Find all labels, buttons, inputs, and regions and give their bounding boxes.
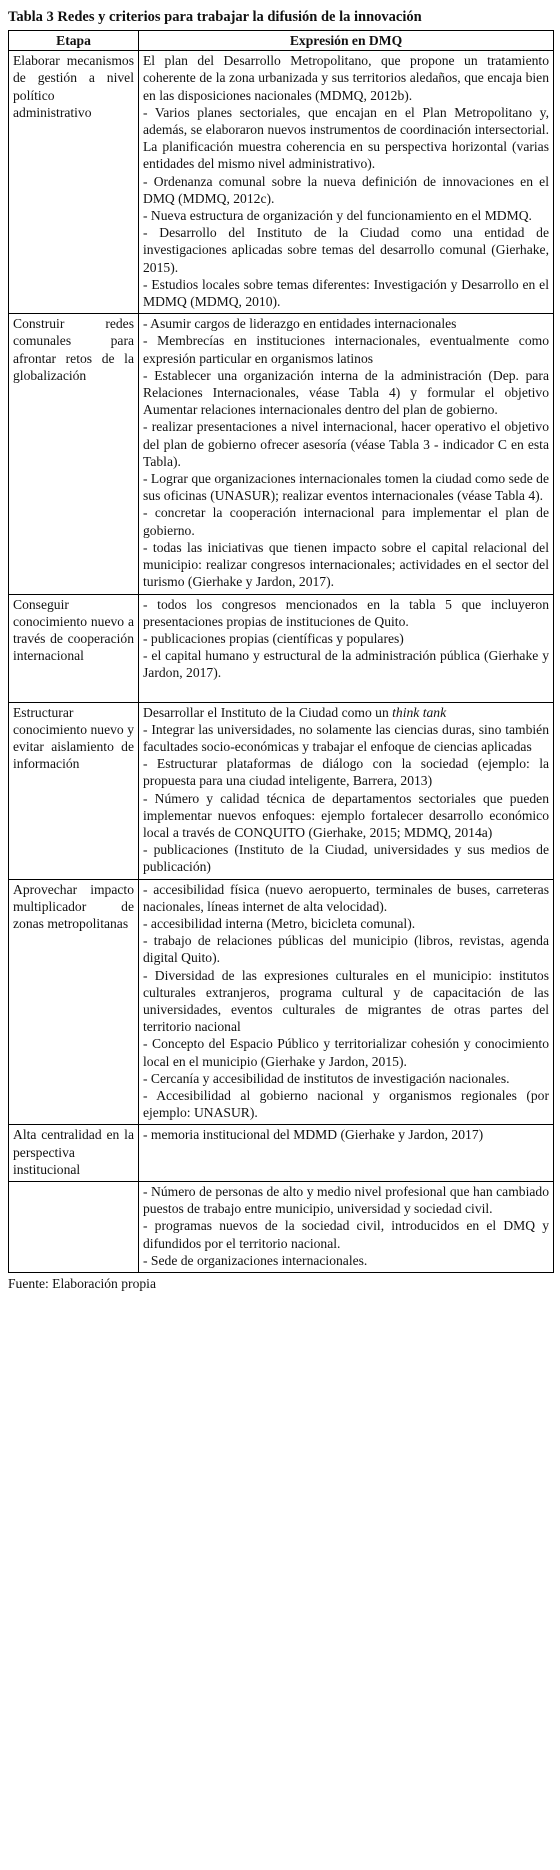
expression-line: - concretar la cooperación internacional para implementar el plan de gobierno. (143, 505, 549, 538)
expression-line: - Accesibilidad al gobierno nacional y organismos regionales (por ejemplo: UNASUR). (143, 1087, 549, 1121)
expression-line: - programas nuevos de la sociedad civil, introducidos en el DMQ y difundidos por el territorio nacional. (143, 1218, 549, 1251)
innovation-table (8, 30, 554, 1273)
stage-cell: Estructurar conocimiento nuevo y evitar aislamiento de información (9, 702, 139, 879)
table-row (9, 314, 554, 594)
expression-line: - Asumir cargos de liderazgo en entidades internacionales (143, 316, 457, 332)
intro-emphasis: think tank (392, 704, 447, 720)
expression-line: - Número y calidad técnica de departamentos sectoriales que pueden implementar nuevos enfoques: ejemplo fortalecer desarrollo económico local a través de CONQUITO (Gierhake, 2015; MDMQ, 2014a) (143, 790, 549, 840)
expression-line: - Estudios locales sobre temas diferentes: Investigación y Desarrollo en el MDMQ (MDMQ, 2010). (143, 276, 549, 310)
stage-cell: Construir redes comunales para afrontar retos de la globalización (9, 314, 139, 594)
expression-line: - Nueva estructura de organización y del funcionamiento en el MDMQ. (143, 208, 532, 224)
cell-spacer (143, 682, 549, 699)
expression-cell (139, 879, 554, 1125)
expression-line: - trabajo de relaciones públicas del municipio (libros, revistas, agenda digital Quito). (143, 933, 549, 966)
expression-line: - memoria institucional del MDMD (Gierhake y Jardon, 2017) (143, 1127, 484, 1143)
expression-line: - accesibilidad interna (Metro, bicicleta comunal). (143, 915, 416, 931)
expression-line: - Establecer una organización interna de la administración (Dep. para Relaciones Internacionales, véase Tabla 4) y formular el objetivo Aumentar relaciones internacionales dentro del plan de gobierno. (143, 367, 549, 418)
expression-line: - el capital humano y estructural de la administración pública (Gierhake y Jardon, 2017). (143, 648, 549, 681)
expression-cell (139, 1125, 554, 1182)
expression-line: - publicaciones (Instituto de la Ciudad, universidades y sus medios de publicación) (143, 842, 549, 875)
expression-cell (139, 314, 554, 594)
expression-line: El plan del Desarrollo Metropolitano, que propone un tratamiento coherente de la zona urbanizada y sus territorios aledaños, que encaja bien en las disposiciones nacionales (MDMQ, 2012b). (143, 53, 549, 103)
expression-line: - Número de personas de alto y medio nivel profesional que han cambiado puestos de trabajo entre municipio, universidad y sociedad civil. (143, 1184, 549, 1217)
expression-line: - Integrar las universidades, no solamente las ciencias duras, sino también facultades socio-económicas y trabajar el enfoque de ciencias aplicadas (143, 721, 549, 754)
expression-line: - Concepto del Espacio Público y territorializar cohesión y conocimiento local en el municipio (Gierhake y Jardon, 2015). (143, 1036, 549, 1069)
expression-line: - todas las iniciativas que tienen impacto sobre el capital relacional del municipio: realizar congresos internacionales; actividades en el sector del turismo (Gierhake y Jardon, 2017). (143, 539, 549, 590)
expression-cell (139, 594, 554, 702)
expression-cell (139, 1182, 554, 1273)
expression-line: - Lograr que organizaciones internacionales tomen la ciudad como sede de sus oficinas (UNASUR); realizar eventos internacionales (véase Tabla 4). (143, 471, 549, 504)
expression-line: - publicaciones propias (científicas y populares) (143, 630, 404, 646)
expression-line: - Ordenanza comunal sobre la nueva definición de innovaciones en el DMQ (MDMQ, 2012c). (143, 173, 549, 206)
expression-line: - Desarrollo del Instituto de la Ciudad como una entidad de investigaciones aplicadas sobre temas del desarrollo comunal (Gierhake, 2015). (143, 225, 549, 275)
table-row (9, 51, 554, 314)
expression-line: - Sede de organizaciones internacionales. (143, 1252, 368, 1268)
expression-line: - realizar presentaciones a nivel internacional, hacer operativo el objetivo del plan de gobierno ofrecer asesoría (véase Tabla 3 - indicador C en esta Tabla). (143, 419, 549, 469)
expression-cell (139, 702, 554, 879)
table-row (9, 879, 554, 1125)
stage-cell: Conseguir conocimiento nuevo a través de cooperación internacional (9, 594, 139, 702)
stage-cell: Aprovechar impacto multiplicador de zonas metropolitanas (9, 879, 139, 1125)
header-expresion: Expresión en DMQ (139, 31, 554, 51)
stage-cell: Alta centralidad en la perspectiva institucional (9, 1125, 139, 1182)
stage-cell (9, 1182, 139, 1273)
expression-cell (139, 51, 554, 314)
expression-line: - todos los congresos mencionados en la tabla 5 que incluyeron presentaciones propias de instituciones de Quito. (143, 596, 549, 629)
table-header-row (9, 31, 554, 51)
source-note: Fuente: Elaboración propia (8, 1276, 156, 1292)
expression-line: - Cercanía y accesibilidad de institutos de investigación nacionales. (143, 1070, 510, 1086)
expression-line: - Membrecías en instituciones internacionales, eventualmente como expresión particular en organismos latinos (143, 333, 549, 366)
expression-line: - accesibilidad física (nuevo aeropuerto, terminales de buses, carreteras nacionales, líneas internet de alta velocidad). (143, 881, 549, 914)
stage-cell: Elaborar mecanismos de gestión a nivel político administrativo (9, 51, 139, 314)
table-caption: Tabla 3 Redes y criterios para trabajar la difusión de la innovación (8, 9, 422, 25)
expression-line: - Diversidad de las expresiones culturales en el municipio: institutos culturales extranjeros, programa cultural y de capacitación de las universidades, eventos culturales de migrantes de otras partes del territorio nacional (143, 967, 549, 1035)
table-row (9, 1182, 554, 1273)
table-row (9, 594, 554, 702)
intro-text: Desarrollar el Instituto de la Ciudad como un (143, 704, 393, 720)
expression-intro (143, 704, 549, 721)
table-row (9, 1125, 554, 1182)
table-row (9, 702, 554, 879)
expression-line: - Estructurar plataformas de diálogo con la sociedad (ejemplo: la propuesta para una ciudad inteligente, Barrera, 2013) (143, 756, 549, 789)
header-etapa: Etapa (9, 31, 139, 51)
expression-line: - Varios planes sectoriales, que encajan en el Plan Metropolitano y, además, se elaboraron nuevos instrumentos de coordinación intersectorial. La planificación muestra coherencia en su perspectiva horizontal (varias entidades del mismo nivel administrativo). (143, 104, 549, 172)
